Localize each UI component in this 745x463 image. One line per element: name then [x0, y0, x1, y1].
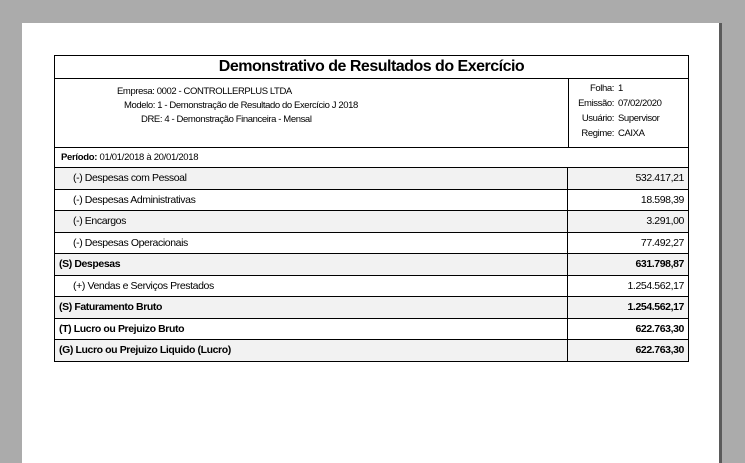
emissao-value: 07/02/2020: [618, 98, 662, 109]
row-value: 18.598,39: [567, 190, 688, 211]
row-value: 532.417,21: [567, 168, 688, 189]
regime-label: Regime:: [581, 128, 614, 139]
regime-line: [569, 128, 689, 139]
row-value: 77.492,27: [567, 233, 688, 254]
emissao-label: Emissão:: [578, 98, 614, 109]
modelo-value: 1 - Demonstração de Resultado do Exercício J 2018: [157, 100, 358, 111]
empresa-line: [117, 86, 292, 97]
period-label: Período:: [61, 152, 98, 163]
table-row-total: [55, 319, 688, 341]
usuario-label: Usuário:: [581, 113, 614, 124]
row-label: (S) Faturamento Bruto: [59, 301, 163, 313]
regime-value: CAIXA: [618, 128, 645, 139]
row-label: (-) Encargos: [73, 215, 126, 227]
dre-line: [141, 114, 312, 125]
usuario-line: [569, 113, 689, 124]
emissao-line: [569, 98, 689, 109]
row-label: (-) Despesas Administrativas: [73, 193, 196, 206]
row-label: (G) Lucro ou Prejuizo Liquido (Lucro): [59, 344, 231, 356]
folha-line: [569, 83, 689, 94]
period-start: 01/01/2018: [99, 152, 145, 163]
row-label: (S) Despesas: [59, 258, 121, 270]
report-page: [22, 23, 719, 463]
table-row: [55, 233, 688, 255]
row-value: 1.254.562,17: [567, 276, 688, 297]
dre-report: [54, 55, 689, 362]
row-value: 631.798,87: [567, 254, 688, 275]
company-info: [55, 79, 567, 147]
row-value: 3.291,00: [567, 211, 688, 232]
empresa-label: Empresa:: [117, 86, 155, 97]
table-row: [55, 190, 688, 212]
table-row: [55, 168, 688, 190]
table-row-total: [55, 254, 688, 276]
table-row-total: [55, 340, 688, 361]
modelo-line: [124, 100, 358, 111]
row-label: (-) Despesas com Pessoal: [73, 172, 187, 184]
usuario-value: Supervisor: [618, 113, 660, 124]
row-value: 622.763,30: [567, 319, 688, 340]
report-header: [55, 79, 688, 148]
row-value: 622.763,30: [567, 340, 688, 361]
row-label: (T) Lucro ou Prejuizo Bruto: [59, 322, 185, 335]
row-label: (-) Despesas Operacionais: [73, 236, 188, 249]
period-line: [55, 148, 688, 168]
row-value: 1.254.562,17: [567, 297, 688, 318]
table-row-total: [55, 297, 688, 319]
dre-value: 4 - Demonstração Financeira - Mensal: [164, 114, 312, 125]
table-row: [55, 276, 688, 298]
report-meta: [568, 79, 689, 147]
row-label: (+) Vendas e Serviços Prestados: [73, 279, 214, 292]
folha-value: 1: [618, 83, 623, 94]
report-title: Demonstrativo de Resultados do Exercício: [55, 56, 688, 79]
empresa-value: 0002 - CONTROLLERPLUS LTDA: [156, 86, 292, 97]
table-row: [55, 211, 688, 233]
period-end: 20/01/2018: [153, 152, 199, 163]
dre-label: DRE:: [141, 114, 163, 125]
folha-label: Folha:: [589, 83, 614, 94]
period-sep: à: [146, 152, 152, 163]
modelo-label: Modelo:: [124, 100, 155, 111]
